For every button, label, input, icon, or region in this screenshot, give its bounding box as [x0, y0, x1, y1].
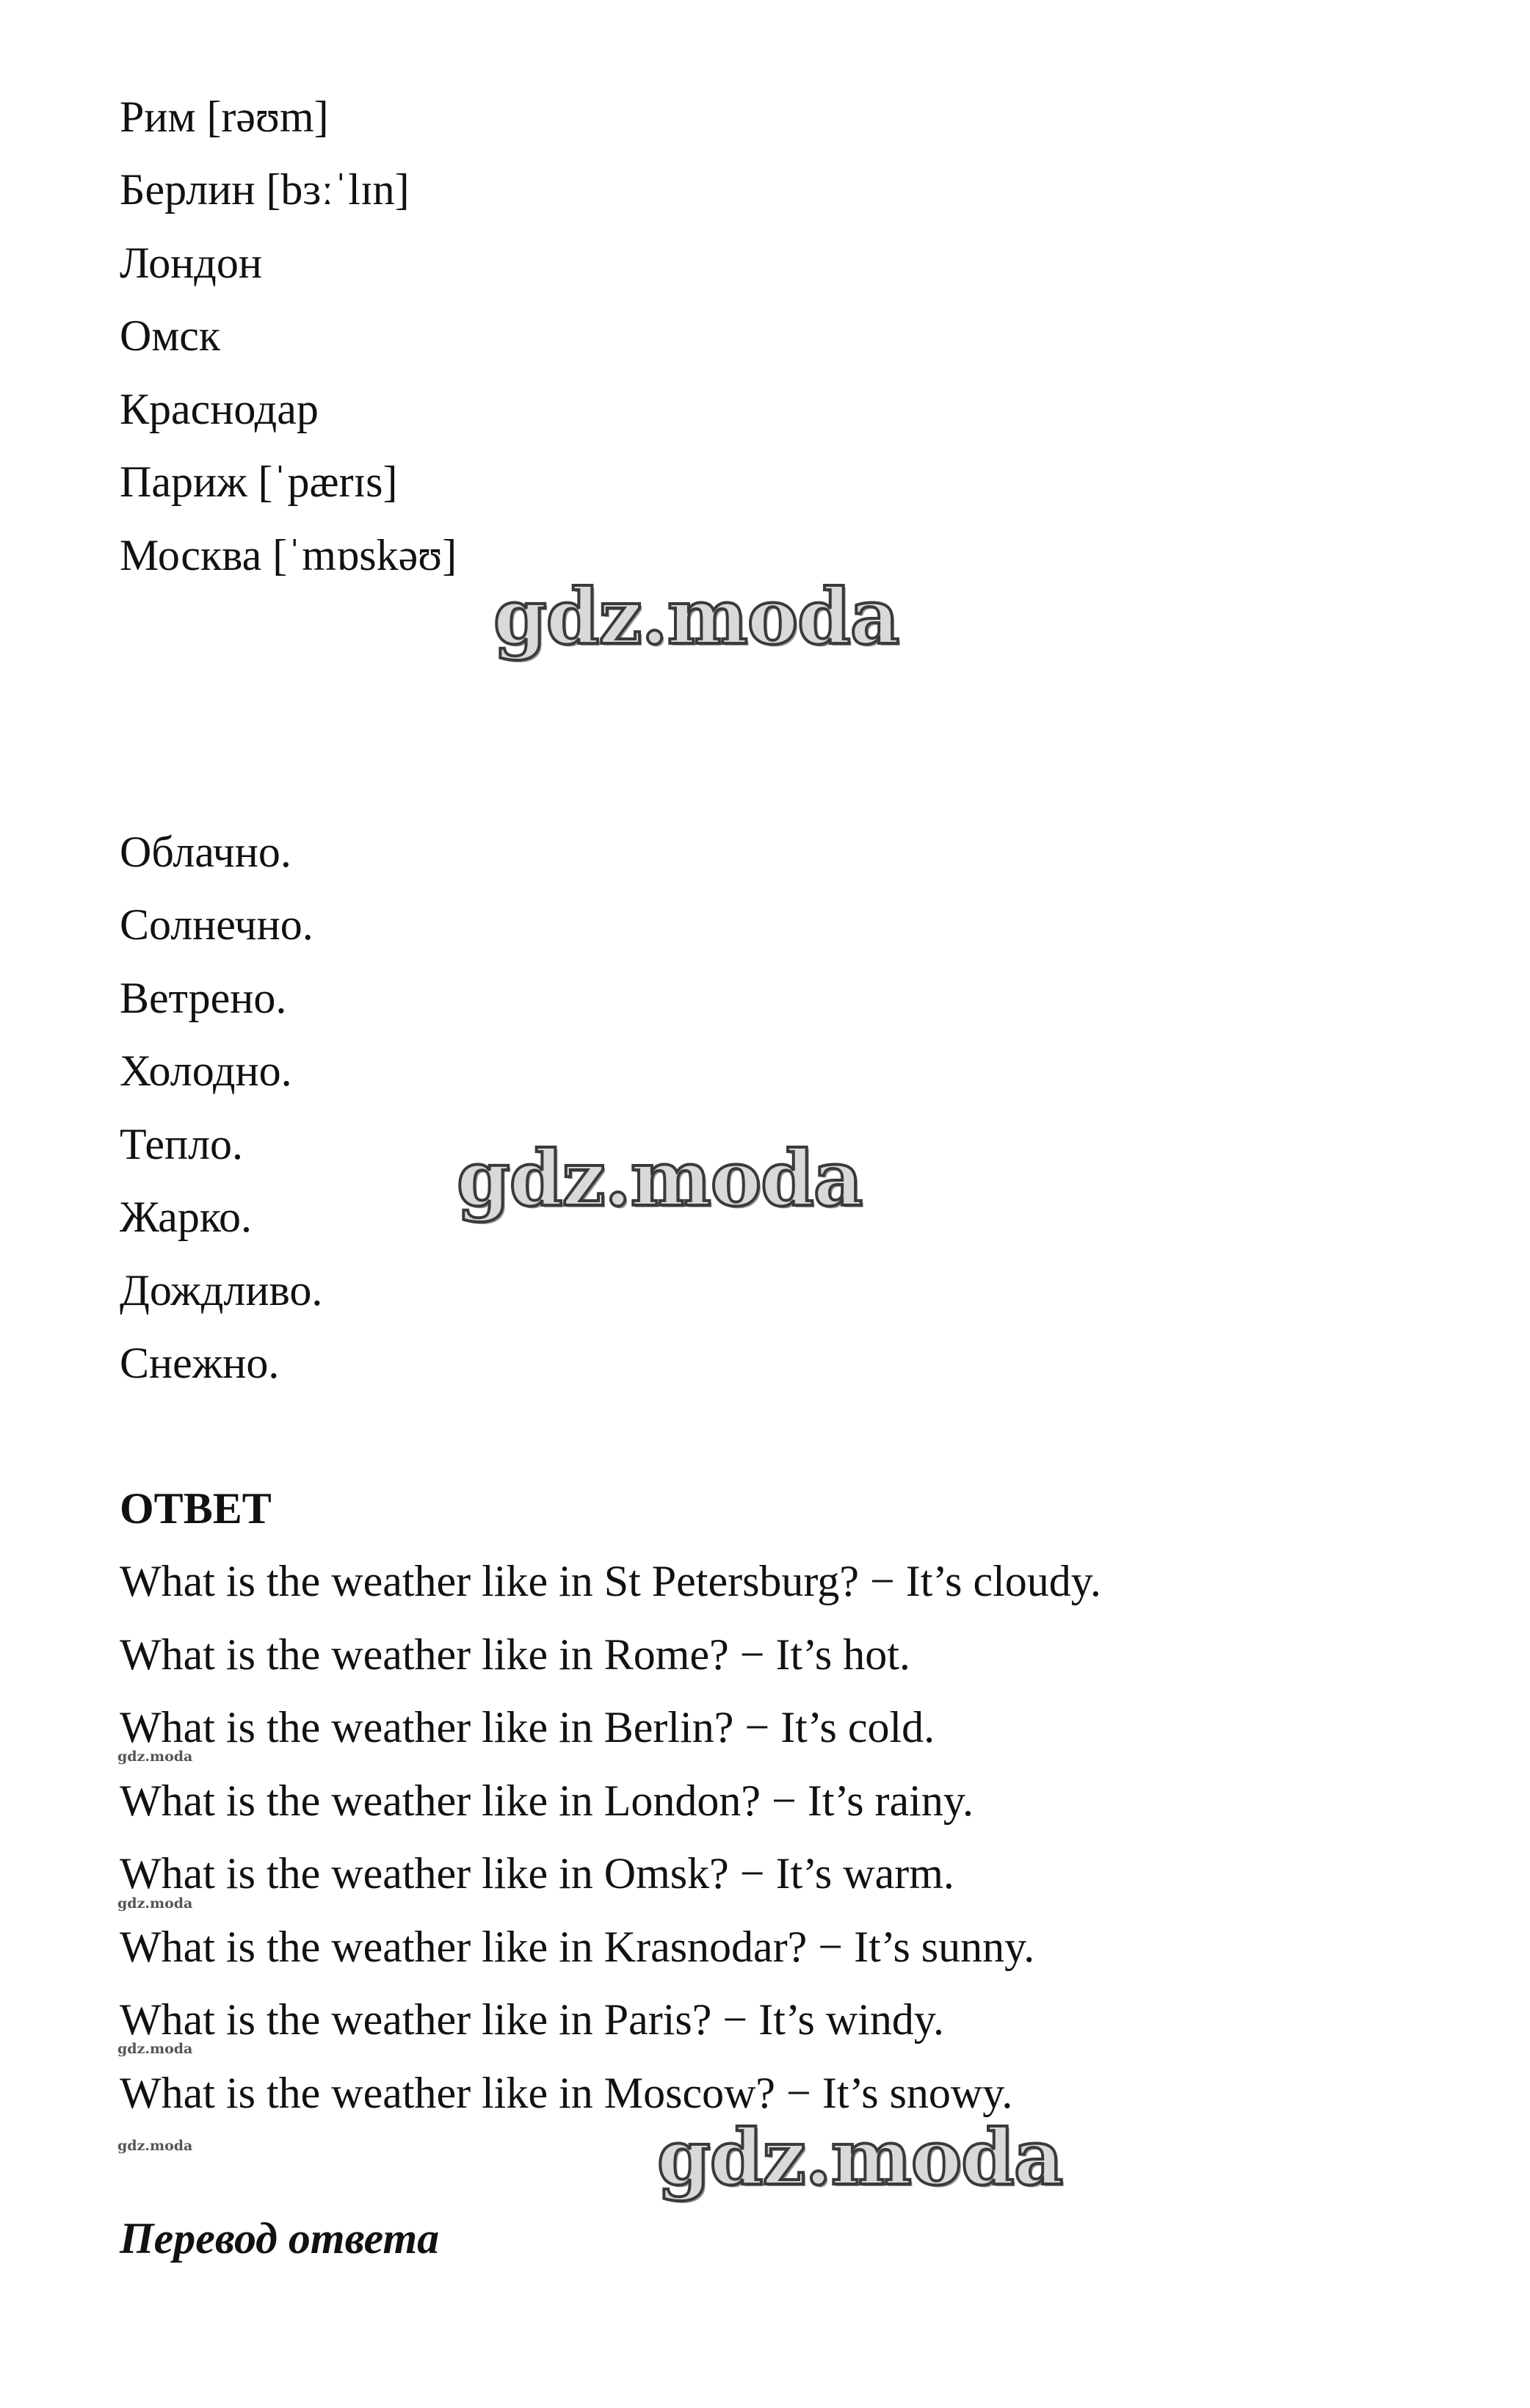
answer-line: What is the weather like in Paris? − It’s windy. [120, 1995, 945, 2044]
weather-line: Тепло. [120, 1120, 244, 1168]
answer-line: What is the weather like in Krasnodar? − It’s sunny. [120, 1923, 1035, 1971]
answer-line: What is the weather like in St Petersburg? − It’s cloudy. [120, 1557, 1101, 1605]
city-line: Краснодар [120, 385, 319, 433]
watermark-small: gdz.moda [117, 1895, 193, 1912]
watermark: gdz.moda [657, 2112, 1063, 2202]
city-line: Москва [ˈmɒskəʊ] [120, 531, 457, 579]
weather-line: Ветрено. [120, 974, 287, 1022]
watermark-small: gdz.moda [117, 1749, 193, 1765]
city-line: Рим [rəʊm] [120, 93, 329, 141]
weather-line: Облачно. [120, 828, 291, 876]
translation-heading: Перевод ответа [120, 2214, 440, 2263]
watermark: gdz.moda [457, 1133, 863, 1223]
answer-line: What is the weather like in Omsk? − It’s warm. [120, 1849, 954, 1898]
watermark-small: gdz.moda [117, 2041, 193, 2057]
answer-line: What is the weather like in Rome? − It’s hot. [120, 1630, 910, 1679]
answer-line: What is the weather like in Berlin? − It’s cold. [120, 1703, 935, 1751]
answer-line: What is the weather like in Moscow? − It’s snowy. [120, 2069, 1013, 2117]
weather-line: Снежно. [120, 1339, 280, 1387]
weather-line: Жарко. [120, 1193, 252, 1241]
city-line: Берлин [bɜːˈlɪn] [120, 165, 410, 214]
city-line: Лондон [120, 239, 262, 287]
watermark-small: gdz.moda [117, 2138, 193, 2154]
weather-line: Солнечно. [120, 900, 313, 949]
weather-line: Холодно. [120, 1046, 292, 1095]
city-line: Омск [120, 311, 221, 360]
watermark: gdz.moda [493, 571, 899, 662]
city-line: Париж [ˈpærɪs] [120, 458, 398, 506]
answer-line: What is the weather like in London? − It’s rainy. [120, 1776, 974, 1825]
weather-line: Дождливо. [120, 1266, 323, 1315]
answer-heading: ОТВЕТ [120, 1484, 272, 1533]
